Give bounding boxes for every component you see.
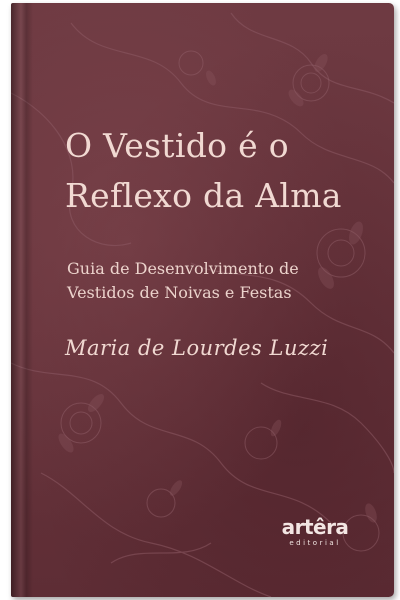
book-subtitle	[67, 257, 299, 305]
author-name: Maria de Lourdes Luzzi	[65, 336, 329, 360]
book-title	[65, 121, 342, 221]
book-title-line-1: O Vestido é o	[65, 126, 289, 165]
book-title-line-2: Reflexo da Alma	[65, 176, 342, 215]
book-cover	[11, 3, 394, 597]
spine-shading	[11, 3, 33, 597]
publisher-subtitle: editorial	[289, 539, 341, 547]
publisher-logo	[275, 516, 355, 548]
book-subtitle-line-2: Vestidos de Noivas e Festas	[67, 283, 292, 302]
book-subtitle-line-1: Guia de Desenvolvimento de	[67, 259, 299, 278]
publisher-name: artêra	[281, 515, 349, 539]
